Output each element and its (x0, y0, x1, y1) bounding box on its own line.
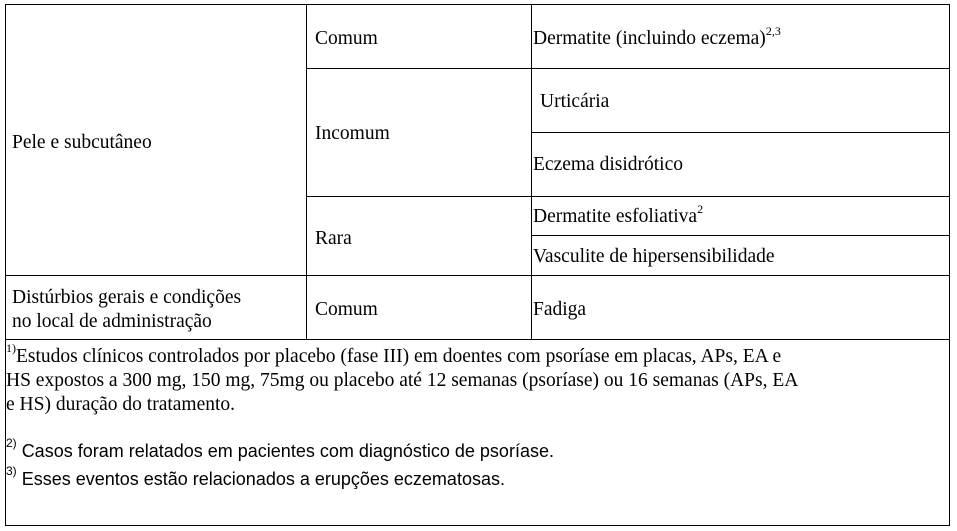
footnote-2: $^{2)}$ Casos foram relatados em pacientes com diagnóstico de psoríase. (6, 436, 554, 461)
adverse-reaction: Eczema disidrótico (533, 154, 683, 175)
system-organ-class: Pele e subcutâneo (12, 132, 152, 153)
column-divider (306, 4, 307, 340)
row-divider (531, 235, 950, 236)
footnote-1: $^{1)}$Estudos clínicos controlados por placebo (fase III) em doentes com psoríase em placas, APs, EA e HS expostos a 300 mg, 150 mg, 75mg ou placebo até 12 semanas (psoríase) ou 16 semanas (APs, EA e HS) duração do tratamento. (6, 341, 799, 415)
frequency-label: Incomum (315, 123, 390, 144)
frequency-label: Rara (315, 228, 352, 249)
footnote-3: $^{3)}$ Esses eventos estão relacionados a erupções eczematosas. (6, 464, 505, 489)
table-footnote-divider (5, 339, 950, 340)
footnote-marker: 2) (6, 436, 17, 450)
adverse-reaction: Vasculite de hipersensibilidade (533, 246, 775, 267)
reference-superscript: 2 (697, 202, 704, 216)
row-divider (5, 275, 950, 276)
column-divider (531, 4, 532, 340)
adverse-reaction: Dermatite esfoliativa$^2$ (533, 202, 704, 227)
row-divider (531, 132, 950, 133)
footnote-marker: 1) (6, 341, 16, 355)
footnote-marker: 3) (6, 464, 17, 478)
reference-superscript: 2,3 (765, 24, 781, 38)
frequency-label: Comum (315, 28, 378, 49)
adverse-reaction: Urticária (540, 91, 610, 112)
row-divider (306, 68, 950, 69)
adverse-reaction: Fadiga (533, 299, 587, 320)
system-organ-class-line1: Distúrbios gerais e condições (12, 287, 242, 308)
system-organ-class-line2: no local de administração (12, 311, 212, 332)
row-divider (306, 196, 950, 197)
adverse-reaction: Dermatite (incluindo eczema)$^{2,3}$ (533, 24, 781, 49)
frequency-label: Comum (315, 299, 378, 320)
